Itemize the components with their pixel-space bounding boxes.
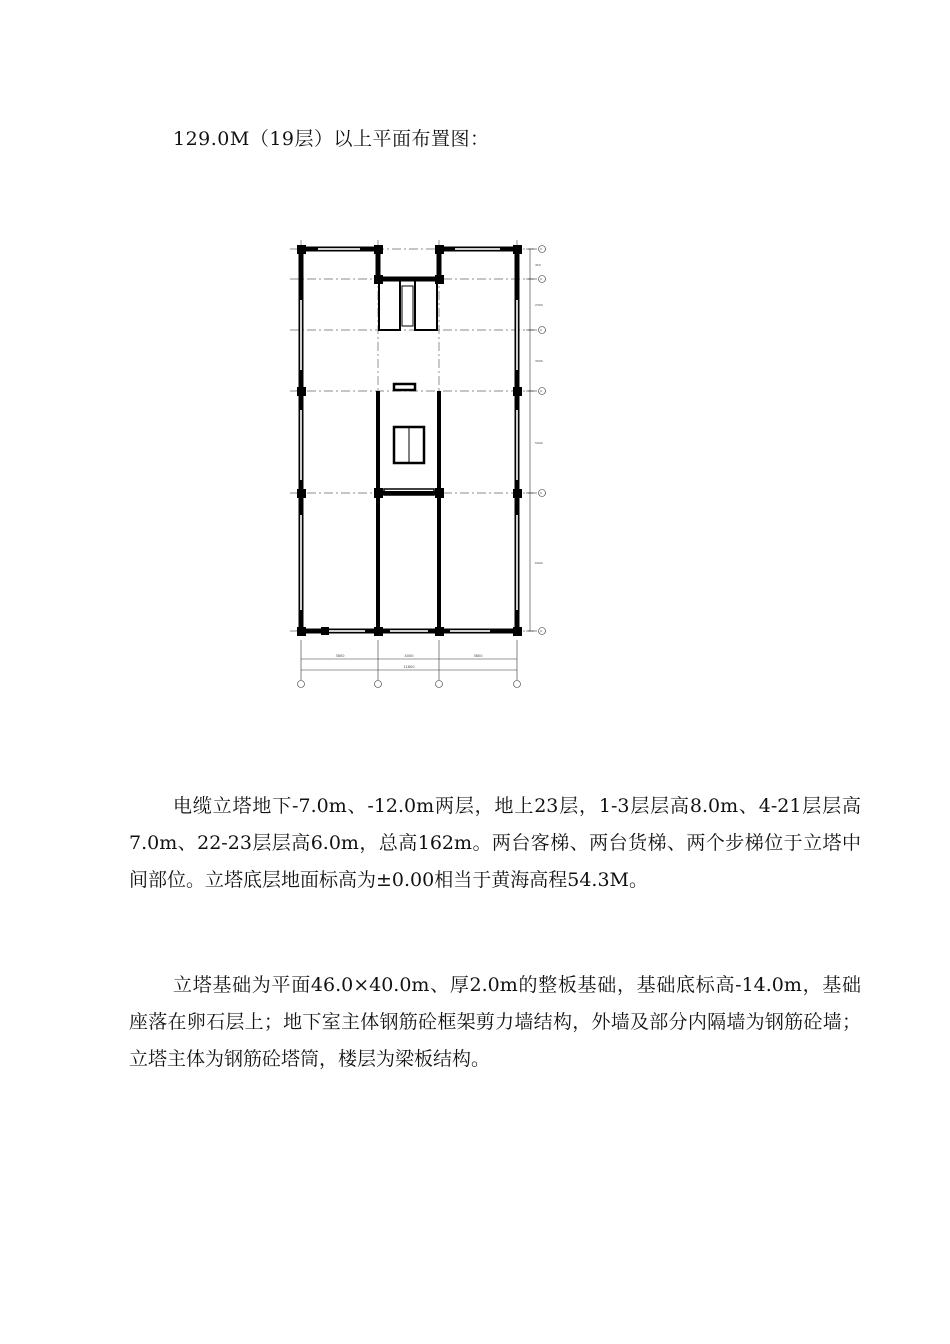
paragraph-foundation: 立塔基础为平面46.0×40.0m、厚2.0m的整板基础，基础底标高-14.0m，基础座落在卵石层上；地下室主体钢筋砼框架剪力墙结构，外墙及部分内隔墙为钢筋砼墙；立塔主体为钢筋砼塔筒，楼层为梁板结构。	[129, 974, 861, 1070]
paragraph-tower-overview: 电缆立塔地下-7.0m、-12.0m两层，地上23层，1-3层层高8.0m、4-21层层高7.0m、22-23层层高6.0m，总高162m。两台客梯、两台货梯、两个步梯位于立塔中间部位。立塔底层地面标高为±0.00相当于黄海高程54.3M。	[129, 795, 861, 891]
side-dim-label: 2300	[535, 303, 543, 307]
bottom-dim-label: 3800	[335, 654, 345, 658]
floor-plan-drawing	[290, 240, 555, 695]
bottom-dim-label: 11600	[403, 665, 415, 669]
figure-caption: 129.0M（19层）以上平面布置图：	[173, 128, 490, 150]
bottom-dim-label: 4000	[404, 654, 414, 658]
side-dim-label: 5000	[535, 441, 543, 445]
side-dim-label: 3000	[535, 359, 543, 363]
grid-axis-lines	[290, 240, 546, 635]
bottom-dim-label: 3800	[473, 654, 483, 658]
elevator-stair-core	[379, 280, 437, 495]
side-dim-label: 6900	[535, 561, 543, 565]
bottom-dimensions	[298, 640, 521, 688]
side-dim-label: 450	[535, 263, 541, 267]
